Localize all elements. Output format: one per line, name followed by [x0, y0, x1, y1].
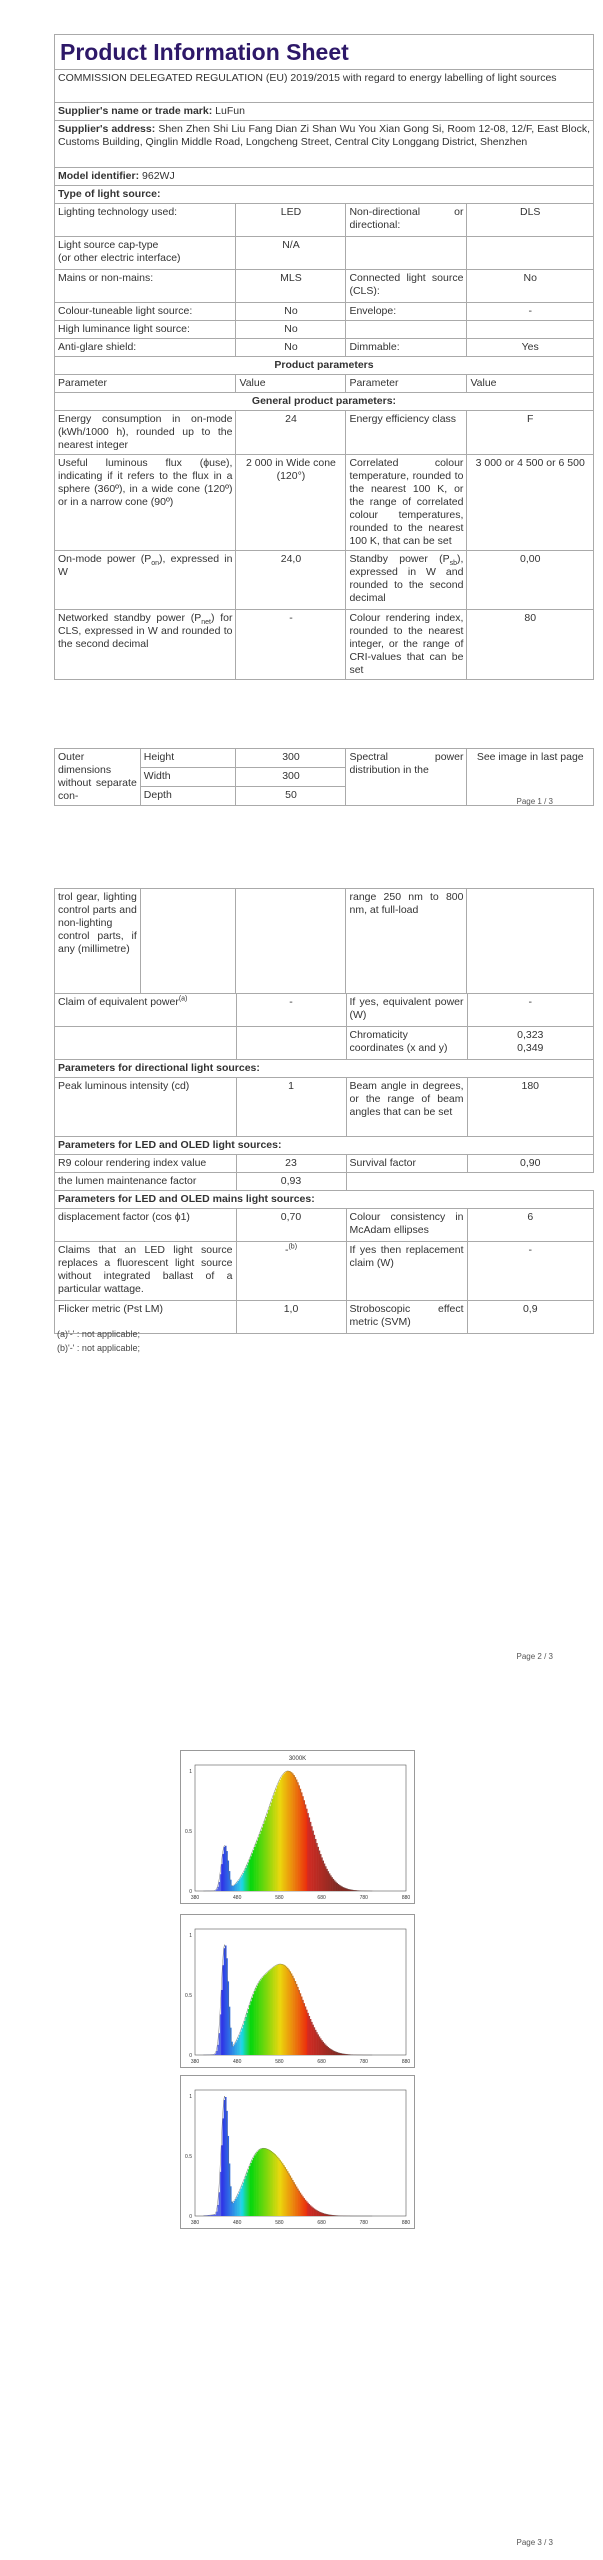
type-label: Anti-glare shield: — [55, 339, 236, 357]
y-tick-label: 0 — [189, 1889, 192, 1895]
chart-title: 3000K — [288, 1756, 307, 1762]
energy-consumption-value: 24 — [236, 411, 346, 455]
networked-standby-label — [55, 610, 236, 680]
fluorescent-claim-value — [236, 1242, 346, 1301]
chromaticity-value: 0,323 0,349 — [467, 1027, 594, 1060]
x-tick-label: 680 — [317, 1895, 326, 1901]
spectrum-chart-1 — [180, 1750, 415, 1904]
page-3 — [0, 1700, 603, 2560]
dimensions-empty-cell — [236, 889, 346, 994]
x-tick-label: 580 — [275, 2220, 284, 2226]
equivalent-power-w-value: - — [467, 994, 594, 1027]
page-number: Page 2 / 3 — [516, 1652, 553, 1661]
type-value: No — [236, 339, 346, 357]
y-tick-label: 0 — [189, 2214, 192, 2220]
x-tick-label: 380 — [190, 2059, 200, 2065]
type-label: Non-directional or directional: — [346, 204, 467, 237]
address-label: Supplier's address: — [58, 123, 156, 135]
on-mode-power-text: On-mode power (P — [58, 553, 152, 565]
replacement-claim-label: If yes then replacement claim (W) — [346, 1242, 467, 1301]
dimensions-empty-cell — [140, 889, 236, 994]
dimensions-label: Outer dimensions without separate con- — [55, 749, 141, 806]
on-mode-power-text-2: ), expressed in W — [58, 553, 233, 578]
equivalent-power-text: Claim of equivalent power — [58, 996, 179, 1008]
x-tick-label: 780 — [359, 1895, 368, 1901]
beam-angle-value: 180 — [467, 1078, 594, 1137]
lumen-maintenance-empty — [346, 1173, 467, 1191]
chromaticity-empty-cell — [55, 1027, 237, 1060]
x-tick-label: 580 — [275, 1895, 284, 1901]
type-value: No — [467, 270, 594, 303]
model-row — [55, 168, 594, 186]
y-tick-label: 0.5 — [185, 2154, 192, 2160]
y-tick-label: 1 — [189, 1933, 192, 1939]
type-label: High luminance light source: — [55, 321, 236, 339]
type-value: No — [236, 321, 346, 339]
type-value: N/A — [236, 237, 346, 270]
model-value: 962WJ — [142, 170, 175, 182]
spd-label-continued: range 250 nm to 800 nm, at full-load — [346, 889, 467, 994]
dimensions-label-continued: trol gear, lighting control parts and non-lighting control parts, if any (millimetre) — [55, 889, 141, 994]
type-label: Connected light source (CLS): — [346, 270, 467, 303]
footnote-b: (b)'-' : not applicable; — [57, 1343, 140, 1353]
spectrum-chart-svg-1 — [181, 1751, 414, 1903]
address-row — [55, 121, 594, 168]
survival-factor-value: 0,90 — [467, 1155, 594, 1173]
mcadam-label: Colour consistency in McAdam ellipses — [346, 1209, 467, 1242]
luminous-flux-label: Useful luminous flux (ϕuse), indicating if it refers to the flux in a sphere (360º), in a wide cone (120º) or in a narrow cone (90º) — [55, 455, 236, 551]
y-tick-label: 0.5 — [185, 1829, 192, 1835]
type-label: Mains or non-mains: — [55, 270, 236, 303]
supplier-row — [55, 103, 594, 121]
cri-label: Colour rendering index, rounded to the nearest integer, or the range of CRI-values that can be set — [346, 610, 467, 680]
networked-standby-text-2: ) for CLS, expressed in W and rounded to the second decimal — [58, 612, 233, 650]
x-tick-label: 880 — [401, 2220, 411, 2226]
svm-label: Stroboscopic effect metric (SVM) — [346, 1301, 467, 1334]
equivalent-power-label — [55, 994, 237, 1027]
networked-standby-value: - — [236, 610, 346, 680]
spd-value: See image in last page — [467, 749, 594, 806]
chromaticity-label: Chromaticity coordinates (x and y) — [346, 1027, 467, 1060]
displacement-factor-label: displacement factor (cos ϕ1) — [55, 1209, 237, 1242]
replacement-claim-value: - — [467, 1242, 594, 1301]
supplier-value: LuFun — [215, 105, 245, 117]
type-label: Colour-tuneable light source: — [55, 303, 236, 321]
on-mode-power-label — [55, 551, 236, 610]
x-tick-label: 480 — [233, 1895, 242, 1901]
type-label: Envelope: — [346, 303, 467, 321]
depth-value: 50 — [236, 787, 346, 806]
type-value: - — [467, 303, 594, 321]
type-value — [467, 237, 594, 270]
beam-angle-label: Beam angle in degrees, or the range of beam angles that can be set — [346, 1078, 467, 1137]
equivalent-power-value: - — [236, 994, 346, 1027]
spectrum-chart-svg-2 — [181, 1915, 414, 2067]
directional-heading: Parameters for directional light sources: — [55, 1060, 594, 1078]
equivalent-power-sup: (a) — [178, 995, 188, 1003]
spectrum-chart-3 — [180, 2075, 415, 2229]
page-2 — [0, 880, 603, 1680]
dimensions-table-continued — [54, 888, 594, 994]
page-number: Page 1 / 3 — [516, 797, 553, 806]
x-tick-label: 580 — [275, 2059, 284, 2065]
networked-standby-text: Networked standby power (P — [58, 612, 202, 624]
x-tick-label: 380 — [190, 1895, 200, 1901]
type-label: Light source cap-type (or other electric interface) — [55, 237, 236, 270]
type-label: Lighting technology used: — [55, 204, 236, 237]
footnote-a: (a)'-' : not applicable; — [57, 1329, 140, 1339]
y-tick-label: 1 — [189, 1769, 192, 1775]
energy-consumption-label: Energy consumption in on-mode (kWh/1000 h), rounded up to the nearest integer — [55, 411, 236, 455]
type-value: DLS — [467, 204, 594, 237]
svm-value: 0,9 — [467, 1301, 594, 1334]
y-tick-label: 1 — [189, 2094, 192, 2100]
model-label: Model identifier: — [58, 170, 140, 182]
address-value: Shen Zhen Shi Liu Fang Dian Zi Shan Wu You Xian Gong Si, Room 12-08, 12/F, East Block, Customs Building, Qinglin Middle Road, Longcheng Street, Central City Longgang District, Shenzhen — [58, 123, 590, 148]
fluorescent-claim-text: - — [284, 1244, 289, 1256]
fluorescent-claim-label: Claims that an LED light source replaces a fluorescent light source without integrated ballast of a particular wattage. — [55, 1242, 237, 1301]
x-tick-label: 480 — [233, 2220, 242, 2226]
width-label: Width — [140, 768, 236, 787]
r9-label: R9 colour rendering index value — [55, 1155, 237, 1173]
type-heading: Type of light source: — [55, 186, 594, 204]
document-title: Product Information Sheet — [55, 35, 594, 70]
general-parameters-heading: General product parameters: — [55, 393, 594, 411]
type-label — [346, 237, 467, 270]
lumen-maintenance-label: the lumen maintenance factor — [55, 1173, 237, 1191]
x-tick-label: 680 — [317, 2220, 326, 2226]
spd-label: Spectral power distribution in the — [346, 749, 467, 806]
column-header-parameter: Parameter — [55, 375, 236, 393]
x-tick-label: 480 — [233, 2059, 242, 2065]
standby-power-value: 0,00 — [467, 551, 594, 610]
on-mode-power-value: 24,0 — [236, 551, 346, 610]
equivalent-power-w-label: If yes, equivalent power (W) — [346, 994, 467, 1027]
peak-intensity-label: Peak luminous intensity (cd) — [55, 1078, 237, 1137]
cct-label: Correlated colour temperature, rounded to the nearest 100 K, or the range of correlated colour temperatures, rounded to the nearest 100 K, that can be set — [346, 455, 467, 551]
x-tick-label: 680 — [317, 2059, 326, 2065]
type-value — [467, 321, 594, 339]
spectrum-chart-svg-3 — [181, 2076, 414, 2228]
cct-value: 3 000 or 4 500 or 6 500 — [467, 455, 594, 551]
cri-value: 80 — [467, 610, 594, 680]
footnotes — [57, 1327, 140, 1355]
networked-standby-sub: net — [201, 619, 211, 627]
luminous-flux-value: 2 000 in Wide cone (120°) — [236, 455, 346, 551]
displacement-factor-value: 0,70 — [236, 1209, 346, 1242]
info-table-page-1 — [54, 34, 594, 680]
type-value: LED — [236, 204, 346, 237]
energy-class-label: Energy efficiency class — [346, 411, 467, 455]
lumen-maintenance-value: 0,93 — [236, 1173, 346, 1191]
page-number: Page 3 / 3 — [516, 2538, 553, 2547]
supplier-label: Supplier's name or trade mark: — [58, 105, 213, 117]
type-label — [346, 321, 467, 339]
energy-class-value: F — [467, 411, 594, 455]
type-value: No — [236, 303, 346, 321]
column-header-parameter: Parameter — [346, 375, 467, 393]
survival-factor-label: Survival factor — [346, 1155, 467, 1173]
depth-label: Depth — [140, 787, 236, 806]
spectrum-chart-2 — [180, 1914, 415, 2068]
x-tick-label: 780 — [359, 2059, 368, 2065]
peak-intensity-value: 1 — [236, 1078, 346, 1137]
x-tick-label: 380 — [190, 2220, 200, 2226]
x-tick-label: 780 — [359, 2220, 368, 2226]
y-tick-label: 0.5 — [185, 1993, 192, 1999]
width-value: 300 — [236, 768, 346, 787]
standby-power-sub: sb — [449, 560, 458, 568]
product-parameters-heading: Product parameters — [55, 357, 594, 375]
standby-power-text: Standby power (P — [349, 553, 450, 565]
flicker-label: Flicker metric (Pst LM) — [55, 1301, 237, 1334]
fluorescent-claim-sup: (b) — [288, 1243, 298, 1251]
flicker-value: 1,0 — [236, 1301, 346, 1334]
led-heading: Parameters for LED and OLED light sources: — [55, 1137, 594, 1155]
dimensions-table-top — [54, 748, 594, 806]
height-value: 300 — [236, 749, 346, 768]
height-label: Height — [140, 749, 236, 768]
mcadam-value: 6 — [467, 1209, 594, 1242]
chromaticity-empty-cell — [236, 1027, 346, 1060]
standby-power-label — [346, 551, 467, 610]
spd-empty-cell — [467, 889, 594, 994]
on-mode-power-sub: on — [151, 560, 160, 568]
type-value: MLS — [236, 270, 346, 303]
column-header-value: Value — [236, 375, 346, 393]
mains-heading: Parameters for LED and OLED mains light sources: — [55, 1191, 594, 1209]
r9-value: 23 — [236, 1155, 346, 1173]
type-value: Yes — [467, 339, 594, 357]
column-header-value: Value — [467, 375, 594, 393]
standby-power-text-2: ), expressed in W and rounded to the second decimal — [349, 553, 464, 604]
regulation-text: COMMISSION DELEGATED REGULATION (EU) 2019/2015 with regard to energy labelling of light sources — [55, 70, 594, 103]
info-table-page-2 — [54, 993, 594, 1334]
page-1 — [0, 0, 603, 820]
lumen-maintenance-empty — [467, 1173, 594, 1191]
x-tick-label: 880 — [401, 2059, 411, 2065]
type-label: Dimmable: — [346, 339, 467, 357]
y-tick-label: 0 — [189, 2053, 192, 2059]
x-tick-label: 880 — [401, 1895, 411, 1901]
